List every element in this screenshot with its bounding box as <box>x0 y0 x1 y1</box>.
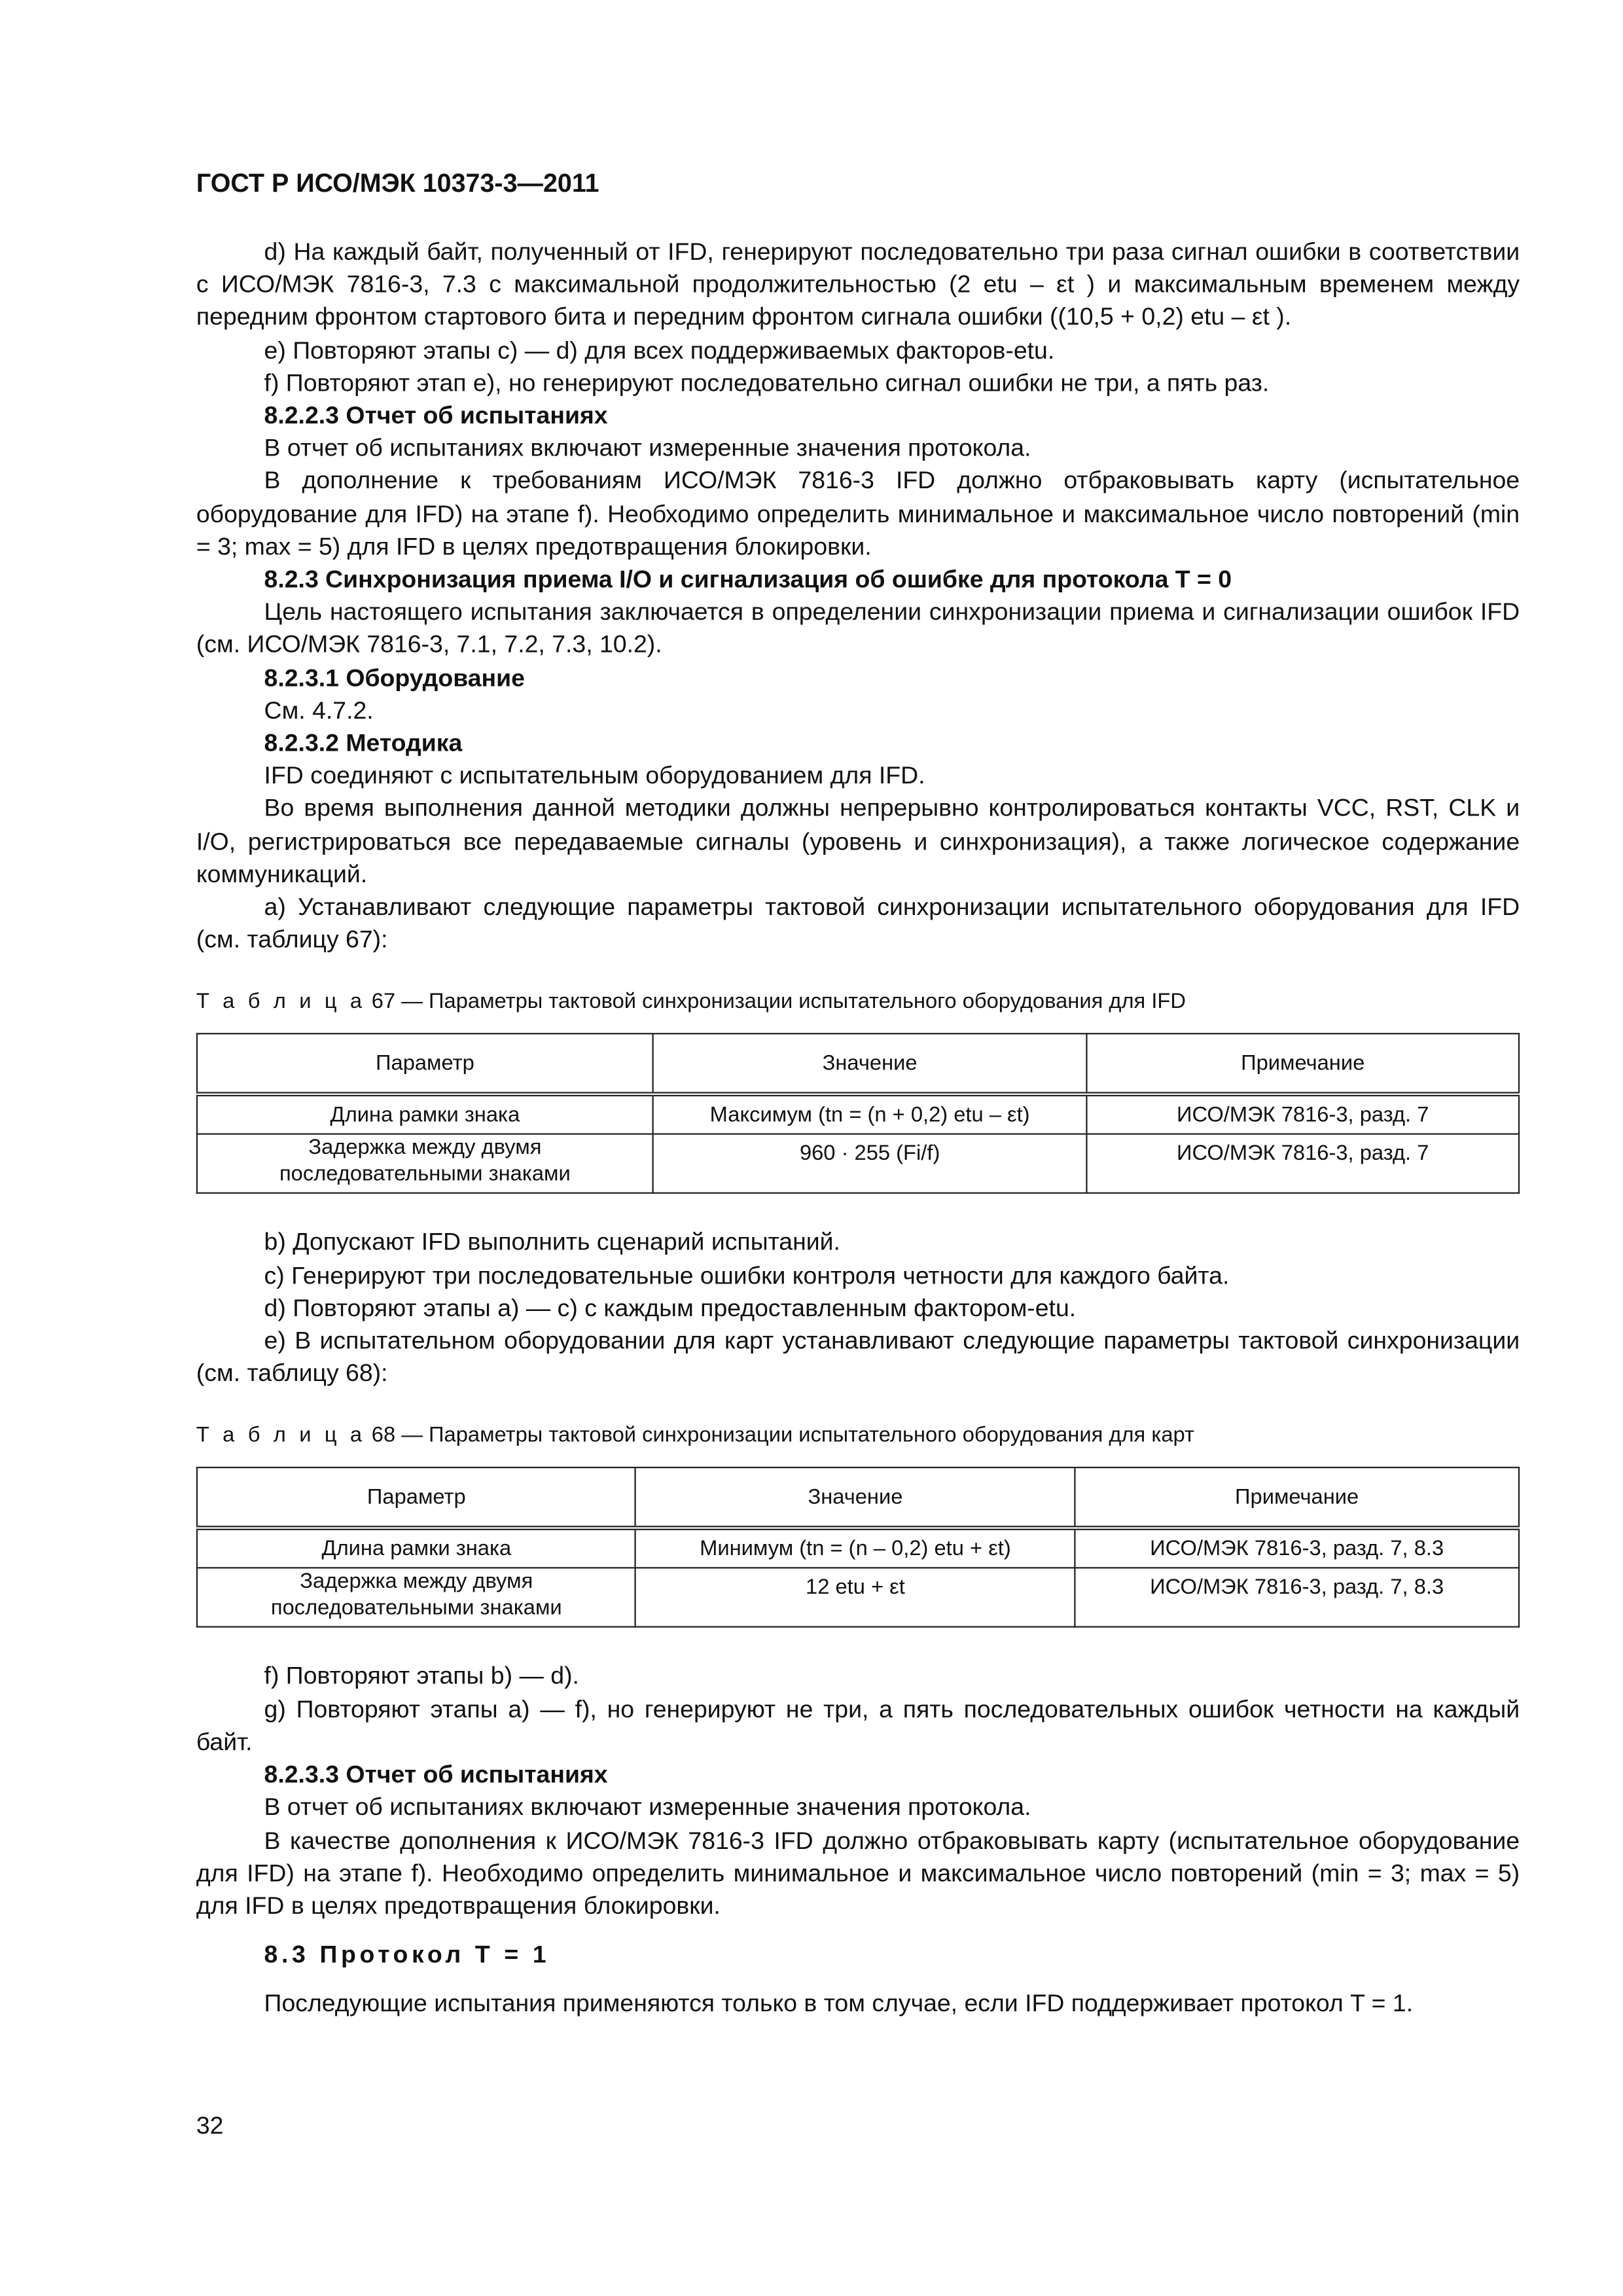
paragraph: В качестве дополнения к ИСО/МЭК 7816-3 IFD должно отбраковывать карту (испытательное оборудование для IFD) на этапе f). Необходимо определить минимальное и максимальное число повторений (min = 3; max = 5) для IFD в целях предотвращения блокировки. <box>196 1825 1520 1920</box>
paragraph-step-d: d) На каждый байт, полученный от IFD, генерируют последовательно три раза сигнал ошибки в соответствии с ИСО/МЭК 7816-3, 7.3 с максимальной продолжительностью (2 etu – εt ) и максимальным временем между передним фронтом стартового бита и передним фронтом сигнала ошибки ((10,5 + 0,2) etu – εt ). <box>196 237 1520 331</box>
table-cell: ИСО/МЭК 7816-3, разд. 7 <box>1086 1095 1519 1135</box>
table-header-row <box>197 1468 1519 1528</box>
table-cell: ИСО/МЭК 7816-3, разд. 7, 8.3 <box>1075 1529 1519 1569</box>
table-67 <box>196 1033 1520 1194</box>
paragraph: Последующие испытания применяются только в том случае, если IFD поддерживает протокол T = 1. <box>264 1989 1414 2018</box>
table-row <box>197 1095 1519 1135</box>
paragraph-step-g: g) Повторяют этапы a) — f), но генерируют не три, а пять последовательных ошибок четности на каждый байт. <box>196 1695 1520 1756</box>
page-content <box>196 167 1520 2021</box>
table-caption-text: 67 — Параметры тактовой синхронизации испытательного оборудования для IFD <box>365 990 1186 1014</box>
table-cell: Задержка между двумя последовательными знаками <box>197 1135 653 1194</box>
paragraph-step-c: c) Генерируют три последовательные ошибки контроля четности для каждого байта. <box>264 1261 1230 1289</box>
table-row <box>197 1135 1519 1194</box>
page-number: 32 <box>196 2111 224 2140</box>
paragraph: Во время выполнения данной методики должны непрерывно контролироваться контакты VCC, RST, CLK и I/O, регистрироваться все передаваемые сигналы (уровень и синхронизация), а также логическое содержание коммуникаций. <box>196 794 1520 888</box>
table-cell: Задержка между двумя последовательными знаками <box>197 1568 636 1627</box>
paragraph: IFD соединяют с испытательным оборудованием для IFD. <box>264 761 925 790</box>
table-cell: Длина рамки знака <box>197 1529 636 1569</box>
table-68 <box>196 1467 1520 1628</box>
paragraph: В отчет об испытаниях включают измеренные значения протокола. <box>264 434 1031 463</box>
heading-8-2-3-2: 8.2.3.2 Методика <box>264 728 463 757</box>
paragraph: См. 4.7.2. <box>264 696 374 725</box>
column-header: Примечание <box>1086 1034 1519 1094</box>
table-cell: Максимум (tn = (n + 0,2) etu – εt) <box>653 1095 1087 1135</box>
heading-8-2-3-1: 8.2.3.1 Оборудование <box>264 663 525 692</box>
table-caption-prefix: Т а б л и ц а <box>196 1424 366 1448</box>
heading-8-2-3: 8.2.3 Синхронизация приема I/O и сигнализация об ошибке для протокола T = 0 <box>264 565 1232 594</box>
table-caption-text: 68 — Параметры тактовой синхронизации испытательного оборудования для карт <box>365 1424 1194 1448</box>
paragraph-step-e: e) Повторяют этапы c) — d) для всех поддерживаемых факторов-etu. <box>264 336 1055 364</box>
paragraph-step-d: d) Повторяют этапы a) — c) с каждым предоставленным фактором-etu. <box>264 1293 1077 1322</box>
column-header: Значение <box>636 1468 1075 1528</box>
document-header: ГОСТ Р ИСО/МЭК 10373-3—2011 <box>196 168 599 198</box>
heading-8-2-2-3: 8.2.2.3 Отчет об испытаниях <box>264 401 608 430</box>
paragraph-step-f: f) Повторяют этап e), но генерируют последовательно сигнал ошибки не три, а пять раз. <box>264 368 1270 397</box>
table-cell: ИСО/МЭК 7816-3, разд. 7, 8.3 <box>1075 1568 1519 1627</box>
table-cell: ИСО/МЭК 7816-3, разд. 7 <box>1086 1135 1519 1194</box>
column-header: Значение <box>653 1034 1087 1094</box>
paragraph: В отчет об испытаниях включают измеренные значения протокола. <box>264 1793 1031 1821</box>
paragraph-step-e: e) В испытательном оборудовании для карт устанавливают следующие параметры тактовой синхронизации (см. таблицу 68): <box>196 1326 1520 1388</box>
column-header: Параметр <box>197 1034 653 1094</box>
paragraph-step-f: f) Повторяют этапы b) — d). <box>264 1662 579 1691</box>
table-row <box>197 1529 1519 1569</box>
paragraph-step-b: b) Допускают IFD выполнить сценарий испытаний. <box>264 1228 840 1257</box>
table-67-caption <box>196 990 1520 1016</box>
paragraph: В дополнение к требованиям ИСО/МЭК 7816-3 IFD должно отбраковывать карту (испытательное оборудование для IFD) на этапе f). Необходимо определить минимальное и максимальное число повторений (min = 3; max = 5) для IFD в целях предотвращения блокировки. <box>196 467 1520 561</box>
paragraph-step-a: a) Устанавливают следующие параметры тактовой синхронизации испытательного оборудования для IFD (см. таблицу 67): <box>196 893 1520 954</box>
table-cell: 12 etu + εt <box>636 1568 1075 1627</box>
heading-8-3: 8.3 Протокол T = 1 <box>264 1940 550 1969</box>
table-68-caption <box>196 1423 1520 1450</box>
table-header-row <box>197 1034 1519 1094</box>
heading-8-2-3-3: 8.2.3.3 Отчет об испытаниях <box>264 1760 608 1789</box>
column-header: Параметр <box>197 1468 636 1528</box>
table-caption-prefix: Т а б л и ц а <box>196 990 366 1014</box>
table-cell: Минимум (tn = (n – 0,2) etu + εt) <box>636 1529 1075 1569</box>
column-header: Примечание <box>1075 1468 1519 1528</box>
table-cell: 960 · 255 (Fi/f) <box>653 1135 1087 1194</box>
table-row <box>197 1568 1519 1627</box>
paragraph: Цель настоящего испытания заключается в определении синхронизации приема и сигнализации ошибок IFD (см. ИСО/МЭК 7816-3, 7.1, 7.2, 7.3, 10.2). <box>196 598 1520 659</box>
table-cell: Длина рамки знака <box>197 1095 653 1135</box>
